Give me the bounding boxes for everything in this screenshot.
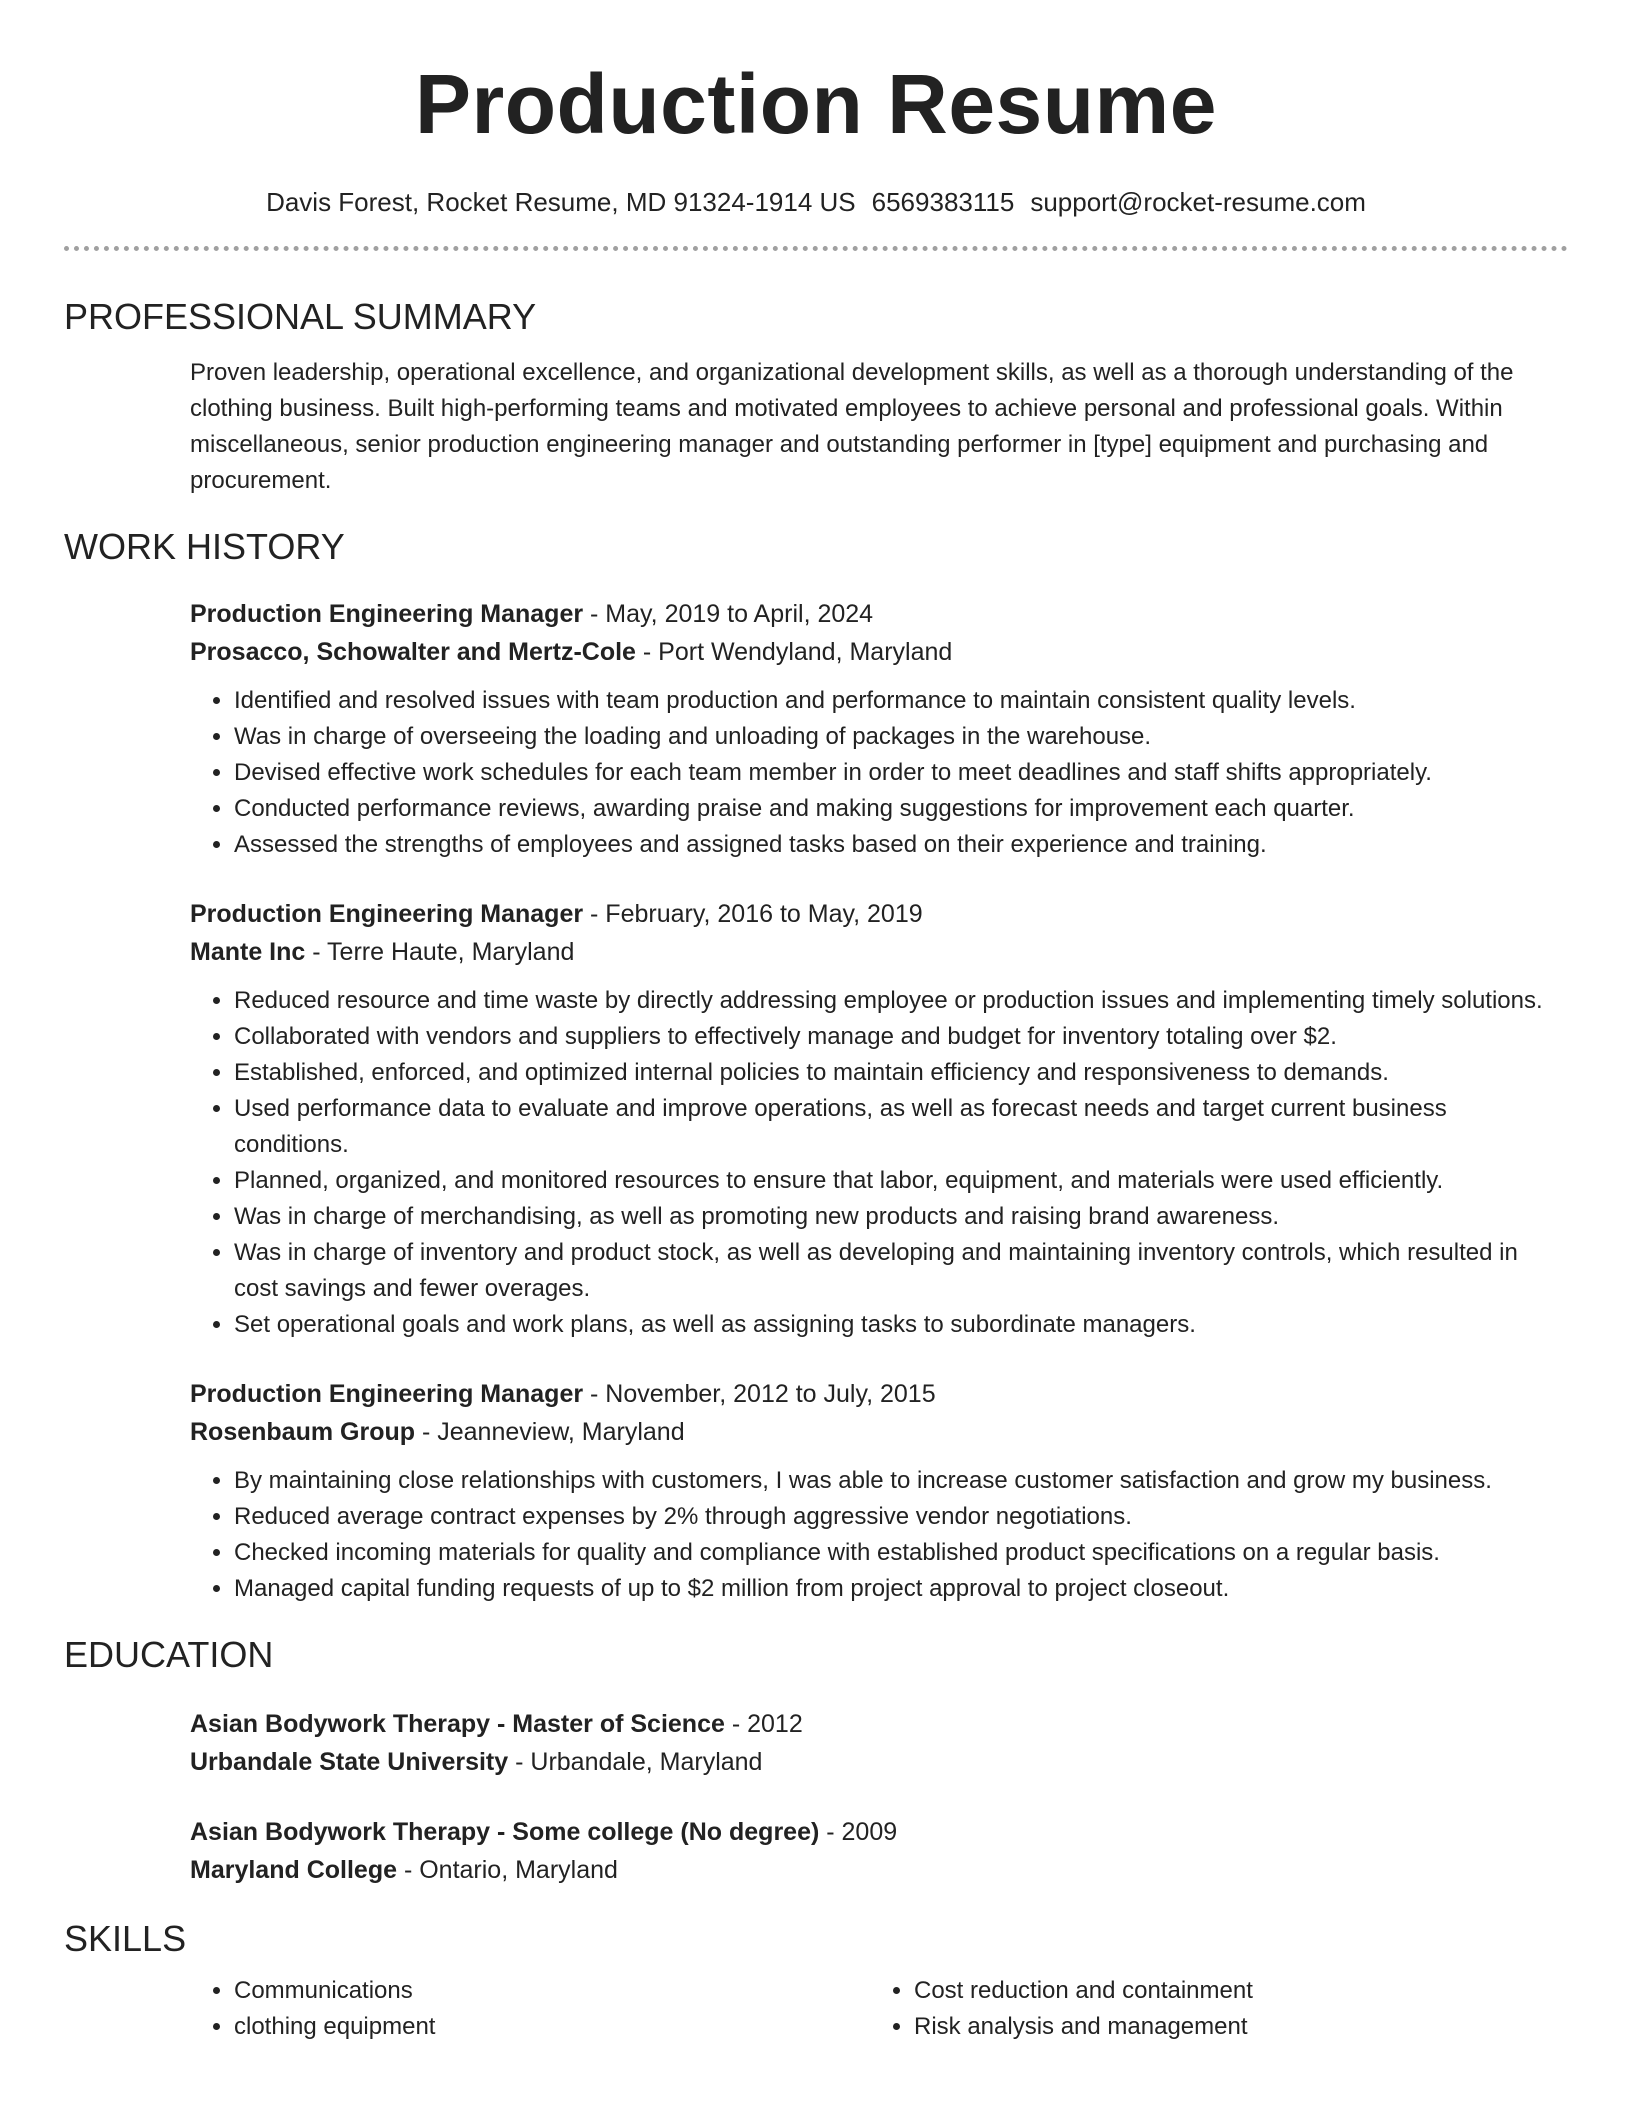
resume-page <box>64 0 1568 2045</box>
education-school-line <box>190 1851 1568 1889</box>
resume-title: Production Resume <box>415 57 1217 151</box>
job-title-line <box>190 895 1568 933</box>
skills-column-right <box>870 1973 1550 2045</box>
skill-item: • Cost reduction and containment <box>914 1973 1550 2009</box>
education-school: Maryland College <box>190 1856 397 1884</box>
job-bullet: • By maintaining close relationships with customers, I was able to increase customer satisfaction and grow my business. <box>234 1463 1568 1499</box>
section-heading-work-history: WORK HISTORY <box>64 526 345 567</box>
job-company-line <box>190 1413 1568 1451</box>
job-bullet: • Assessed the strengths of employees and assigned tasks based on their experience and training. <box>234 827 1568 863</box>
job-bullets <box>190 683 1568 863</box>
education-year: - 2012 <box>724 1710 803 1738</box>
job-title-line <box>190 1375 1568 1413</box>
job-dates: - February, 2016 to May, 2019 <box>583 900 923 928</box>
job-title: Production Engineering Manager <box>190 1380 584 1408</box>
job-company: Mante Inc <box>190 938 306 966</box>
education-entry <box>190 1813 1568 1889</box>
job-bullet: • Was in charge of merchandising, as well as promoting new products and raising brand awareness. <box>234 1199 1568 1235</box>
contact-email: support@rocket-resume.com <box>1030 187 1366 217</box>
header-divider <box>64 246 1568 251</box>
job-bullet: • Conducted performance reviews, awarding praise and making suggestions for improvement each quarter. <box>234 791 1568 827</box>
job-bullet: • Was in charge of inventory and product stock, as well as developing and maintaining inventory controls, which resulted in cost savings and fewer overages. <box>234 1235 1568 1307</box>
job-bullet: • Identified and resolved issues with team production and performance to maintain consistent quality levels. <box>234 683 1568 719</box>
section-heading-summary: PROFESSIONAL SUMMARY <box>64 296 537 337</box>
job-entry <box>190 895 1568 1343</box>
job-dates: - May, 2019 to April, 2024 <box>583 600 874 628</box>
job-location: - Jeanneview, Maryland <box>415 1418 685 1446</box>
job-bullet: • Reduced resource and time waste by directly addressing employee or production issues and implementing timely solutions. <box>234 983 1568 1019</box>
skill-item: • Communications <box>234 1973 870 2009</box>
education-entry <box>190 1705 1568 1781</box>
contact-address: Davis Forest, Rocket Resume, MD 91324-1914 US <box>266 187 856 217</box>
job-bullet: • Checked incoming materials for quality and compliance with established product specifications on a regular basis. <box>234 1535 1568 1571</box>
job-entry <box>190 595 1568 863</box>
job-title: Production Engineering Manager <box>190 600 584 628</box>
job-bullet: • Managed capital funding requests of up to $2 million from project approval to project closeout. <box>234 1571 1568 1607</box>
job-location: - Port Wendyland, Maryland <box>635 638 953 666</box>
job-entry <box>190 1375 1568 1607</box>
job-location: - Terre Haute, Maryland <box>305 938 575 966</box>
section-heading-education: EDUCATION <box>64 1634 274 1675</box>
job-bullet: • Reduced average contract expenses by 2% through aggressive vendor negotiations. <box>234 1499 1568 1535</box>
job-bullet: • Planned, organized, and monitored resources to ensure that labor, equipment, and materials were used efficiently. <box>234 1163 1568 1199</box>
skills-column-left <box>190 1973 870 2045</box>
job-bullet: • Established, enforced, and optimized internal policies to maintain efficiency and responsiveness to demands. <box>234 1055 1568 1091</box>
job-bullet: • Was in charge of overseeing the loading and unloading of packages in the warehouse. <box>234 719 1568 755</box>
summary-text: Proven leadership, operational excellence, and organizational development skills, as well as a thorough understanding of the clothing business. Built high-performing teams and motivated employees to achieve personal and professional goals. Within miscellaneous, senior production engineering manager and outstanding performer in [type] equipment and purchasing and procurement. <box>190 359 1514 494</box>
contact-line <box>64 178 1568 226</box>
education-degree: Asian Bodywork Therapy - Some college (No degree) <box>190 1818 820 1846</box>
job-company: Rosenbaum Group <box>190 1418 416 1446</box>
section-heading-skills: SKILLS <box>64 1918 187 1959</box>
education-degree-line <box>190 1813 1568 1851</box>
skill-item: • Risk analysis and management <box>914 2009 1550 2045</box>
job-title: Production Engineering Manager <box>190 900 584 928</box>
job-company-line <box>190 933 1568 971</box>
skill-item: • clothing equipment <box>234 2009 870 2045</box>
education-degree: Asian Bodywork Therapy - Master of Science <box>190 1710 725 1738</box>
job-bullet: • Used performance data to evaluate and improve operations, as well as forecast needs and target current business conditions. <box>234 1091 1568 1163</box>
job-bullets <box>190 983 1568 1343</box>
skills-grid <box>190 1973 1568 2045</box>
education-school-line <box>190 1743 1568 1781</box>
job-bullets <box>190 1463 1568 1607</box>
education-location: - Ontario, Maryland <box>397 1856 618 1884</box>
job-company-line <box>190 633 1568 671</box>
job-bullet: • Set operational goals and work plans, as well as assigning tasks to subordinate managers. <box>234 1307 1568 1343</box>
education-location: - Urbandale, Maryland <box>508 1748 763 1776</box>
job-bullet: • Collaborated with vendors and suppliers to effectively manage and budget for inventory totaling over $2. <box>234 1019 1568 1055</box>
job-company: Prosacco, Schowalter and Mertz-Cole <box>190 638 636 666</box>
education-school: Urbandale State University <box>190 1748 509 1776</box>
education-year: - 2009 <box>819 1818 898 1846</box>
job-title-line <box>190 595 1568 633</box>
job-dates: - November, 2012 to July, 2015 <box>583 1380 936 1408</box>
education-degree-line <box>190 1705 1568 1743</box>
contact-phone: 6569383115 <box>871 187 1015 217</box>
job-bullet: • Devised effective work schedules for each team member in order to meet deadlines and staff shifts appropriately. <box>234 755 1568 791</box>
